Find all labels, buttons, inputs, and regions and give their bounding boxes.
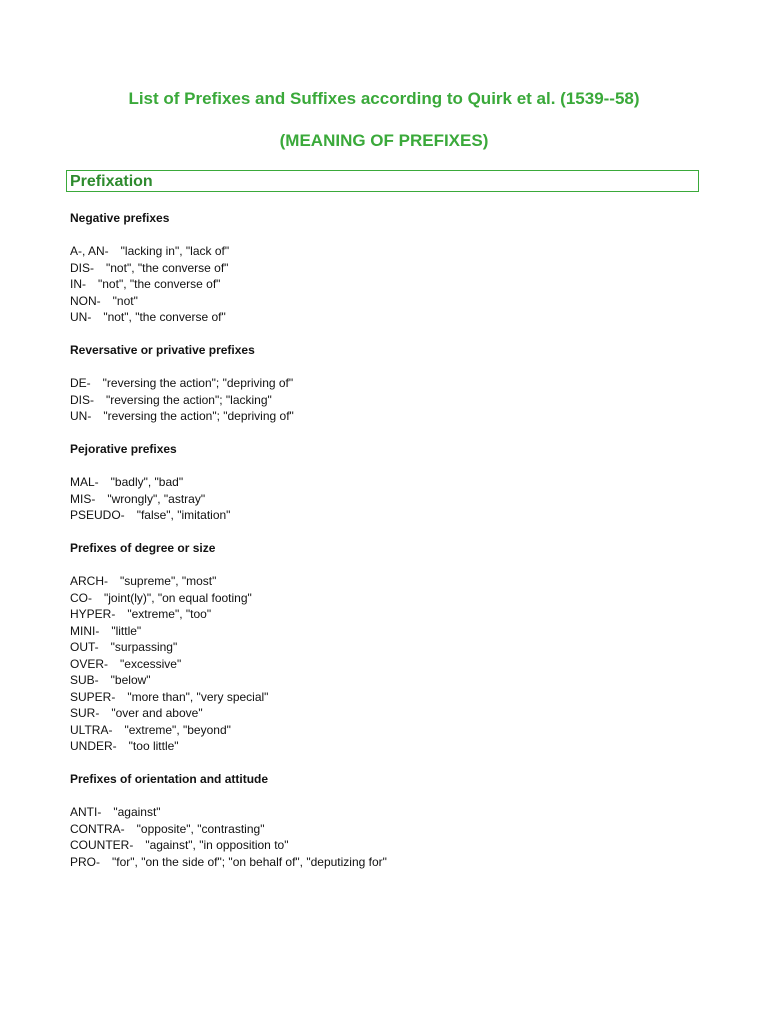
- prefix-meaning: "not", "the converse of": [98, 277, 221, 291]
- prefix-term: DIS-: [70, 260, 94, 275]
- document-subtitle: (MEANING OF PREFIXES): [279, 131, 489, 150]
- prefix-meaning: "for", "on the side of"; "on behalf of", "deputizing for": [112, 854, 387, 869]
- document-title: List of Prefixes and Suffixes according to Quirk et al. (1539--58): [128, 89, 640, 108]
- prefix-meaning: "over and above": [111, 706, 203, 720]
- prefix-meaning: "reversing the action"; "depriving of": [103, 409, 294, 423]
- section-heading-box: [66, 170, 699, 192]
- prefix-term: COUNTER-: [70, 838, 134, 852]
- prefix-entries: [70, 243, 710, 326]
- prefix-meaning: "not": [112, 293, 138, 308]
- prefix-term: ANTI-: [70, 805, 102, 819]
- prefix-entry: [70, 639, 710, 656]
- prefix-entry: [70, 705, 710, 722]
- prefix-meaning: "supreme", "most": [120, 574, 217, 588]
- prefix-term: MAL-: [70, 475, 99, 489]
- prefix-entries: [70, 573, 710, 755]
- prefix-entries: [70, 474, 710, 524]
- prefix-meaning: "badly", "bad": [110, 475, 184, 489]
- prefix-entry: [70, 672, 710, 689]
- prefix-term: OUT-: [70, 640, 99, 654]
- prefix-entry: [70, 821, 710, 838]
- prefix-entries: [70, 804, 710, 870]
- prefix-entry: [70, 293, 710, 310]
- prefix-term: CO-: [70, 590, 92, 605]
- prefix-meaning: "extreme", "too": [127, 607, 212, 621]
- prefix-term: SUPER-: [70, 689, 116, 704]
- prefix-term: OVER-: [70, 656, 109, 671]
- prefix-entry: [70, 804, 710, 821]
- prefix-entry: [70, 243, 710, 260]
- prefix-meaning: "against": [113, 805, 161, 819]
- group-heading: Pejorative prefixes: [70, 442, 177, 456]
- prefix-entry: [70, 309, 710, 326]
- prefix-meaning: "extreme", "beyond": [124, 722, 231, 737]
- prefix-term: A-, AN-: [70, 244, 109, 258]
- prefix-term: MINI-: [70, 623, 100, 638]
- prefix-list: [70, 210, 710, 887]
- group-heading: Prefixes of degree or size: [70, 541, 216, 555]
- prefix-term: PSEUDO-: [70, 508, 125, 522]
- prefix-meaning: "lacking in", "lack of": [120, 244, 230, 258]
- prefix-meaning: "below": [110, 673, 151, 687]
- prefix-meaning: "opposite", "contrasting": [136, 821, 265, 836]
- prefix-meaning: "wrongly", "astray": [107, 491, 206, 506]
- prefix-entry: [70, 392, 710, 409]
- prefix-entry: [70, 491, 710, 508]
- prefix-entry: [70, 837, 710, 854]
- prefix-entry: [70, 623, 710, 640]
- prefix-entry: [70, 408, 710, 425]
- prefix-meaning: "reversing the action"; "lacking": [106, 392, 272, 407]
- prefix-meaning: "too little": [128, 739, 179, 753]
- prefix-entry: [70, 276, 710, 293]
- prefix-entry: [70, 854, 710, 871]
- prefix-entry: [70, 689, 710, 706]
- prefix-term: MIS-: [70, 491, 96, 506]
- prefix-meaning: "little": [111, 623, 142, 638]
- prefix-meaning: "joint(ly)", "on equal footing": [104, 590, 252, 605]
- prefix-entry: [70, 375, 710, 392]
- prefix-entry: [70, 474, 710, 491]
- prefix-term: ARCH-: [70, 574, 108, 588]
- prefix-term: UN-: [70, 310, 92, 324]
- prefix-meaning: "against", "in opposition to": [145, 838, 289, 852]
- prefix-term: PRO-: [70, 854, 100, 869]
- prefix-meaning: "excessive": [120, 656, 182, 671]
- prefix-meaning: "not", "the converse of": [106, 260, 229, 275]
- group-heading: Negative prefixes: [70, 211, 170, 225]
- prefix-meaning: "false", "imitation": [136, 508, 231, 522]
- section-heading: Prefixation: [70, 173, 153, 190]
- prefix-term: SUR-: [70, 706, 100, 720]
- prefix-entry: [70, 260, 710, 277]
- prefix-term: UN-: [70, 409, 92, 423]
- group-heading: Reversative or privative prefixes: [70, 343, 255, 357]
- prefix-entry: [70, 656, 710, 673]
- prefix-entry: [70, 722, 710, 739]
- prefix-meaning: "more than", "very special": [127, 689, 269, 704]
- prefix-term: CONTRA-: [70, 821, 125, 836]
- prefix-entry: [70, 606, 710, 623]
- prefix-term: IN-: [70, 277, 86, 291]
- prefix-entry: [70, 590, 710, 607]
- prefix-term: UNDER-: [70, 739, 117, 753]
- prefix-term: ULTRA-: [70, 722, 113, 737]
- prefix-entry: [70, 507, 710, 524]
- prefix-entry: [70, 573, 710, 590]
- prefix-entries: [70, 375, 710, 425]
- prefix-term: SUB-: [70, 673, 99, 687]
- prefix-meaning: "not", "the converse of": [103, 310, 226, 324]
- prefix-meaning: "reversing the action"; "depriving of": [102, 376, 294, 390]
- prefix-meaning: "surpassing": [110, 640, 178, 654]
- group-heading: Prefixes of orientation and attitude: [70, 772, 269, 786]
- prefix-entry: [70, 738, 710, 755]
- prefix-term: NON-: [70, 293, 101, 308]
- prefix-term: HYPER-: [70, 607, 116, 621]
- prefix-term: DIS-: [70, 392, 94, 407]
- prefix-term: DE-: [70, 376, 91, 390]
